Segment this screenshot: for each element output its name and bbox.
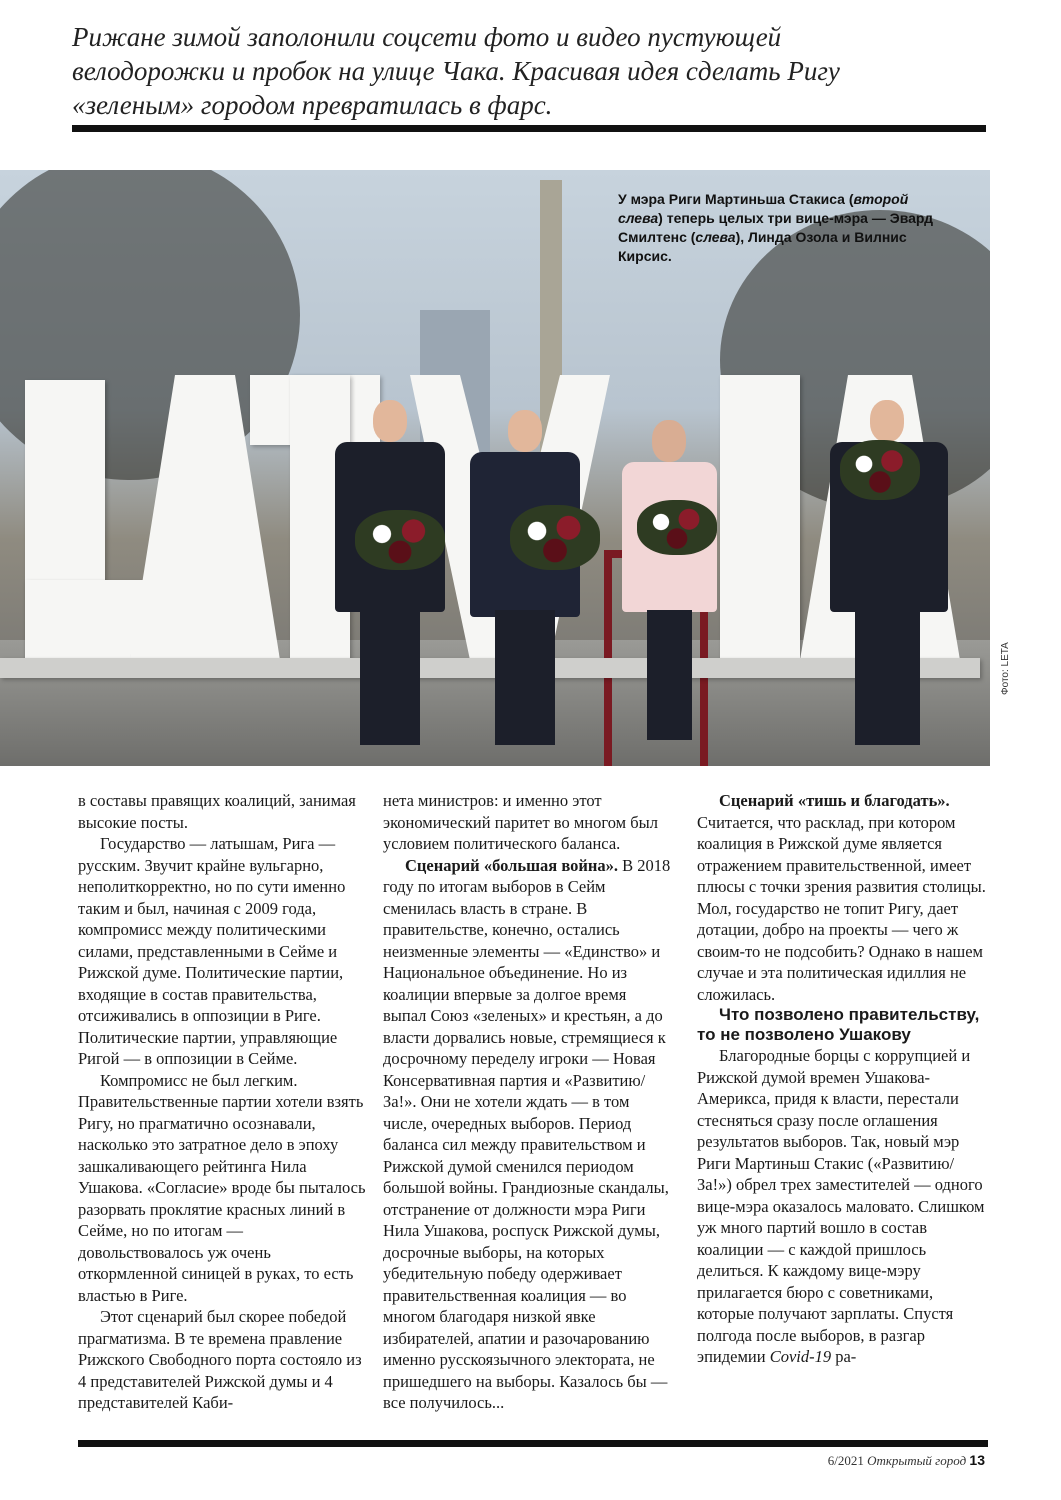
caption-text: У мэра Риги Мартиньша Стакиса ( [618, 191, 854, 207]
paragraph: в составы правящих коалиций, занимая высокие посты. [78, 791, 356, 832]
lead-text [72, 20, 972, 122]
paragraph-text: ра- [831, 1347, 857, 1366]
sign-letter-j [720, 375, 800, 660]
sign-letter-l-foot [25, 580, 145, 660]
caption-italic: слева [695, 229, 736, 245]
paragraph [697, 1045, 987, 1368]
paragraph: нета министров: и именно этот экономический паритет во многом был условием политического баланса. [383, 791, 658, 853]
issue-number: 6/2021 [827, 1453, 864, 1468]
paragraph: Компромисс не был легким. Правительственные партии хотели взять Ригу, но прагматично осознавали, насколько это затратное дело в эпоху зашкаливающего рейтинга Нила Ушакова. «Согласие» вроде бы пыталось разорвать проклятие красных линий в Сейме, но по итогам — довольствовалось уж очень откормленной синицей в руках, то есть властью в Риге. [78, 1070, 366, 1305]
column-1 [78, 790, 368, 1414]
page-number: 13 [969, 1452, 985, 1468]
magazine-name: Открытый город [867, 1453, 967, 1468]
section-subheading: Что позволено правительству, то не позволено Ушакову [697, 1005, 980, 1044]
italic-term: Covid-19 [769, 1347, 832, 1366]
paragraph [383, 855, 673, 1414]
photo-caption [618, 190, 948, 266]
lead-line-3: «зеленым» городом превратилась в фарс. [72, 90, 553, 120]
column-2 [383, 790, 673, 1414]
paragraph: Государство — латышам, Рига — русским. Звучит крайне вульгарно, неполиткорректно, но по сути именно таким и был, начиная с 2009 года, компромисс между политическими силами, представленными в Сейме и Рижской думе. Политические партии, входящие в состав правительства, отсиживались в оппозиции в Риге. Политические партии, управляющие Ригой — в оппозиции в Сейме. [78, 834, 346, 1068]
paragraph: Этот сценарий был скорее победой прагматизма. В те времена правление Рижского Свободного порта состояло из 4 представителей Рижской думы и 4 представителей Каби- [78, 1307, 362, 1412]
caption-italic: второй слева [618, 191, 909, 226]
top-rule [72, 125, 986, 132]
page-footer [828, 1452, 985, 1469]
caption-text: ), Линда Озола и Вилнис Кирсис. [618, 229, 907, 264]
photo-credit: Фото: LETA [1000, 642, 1011, 695]
lead-line-1: Рижане зимой заполонили соцсети фото и видео пустующей [72, 22, 782, 52]
paragraph-text: Считается, что расклад, при котором коалиция в Рижской думе является отражением правительственной, имеет плюсы с точки зрения развития столицы. Мол, государство не топит Ригу, дает дотации, добро на проекты — чего ж своим-то не подсобить? Однако в нашем случае и эта политическая идиллия не сложилась. [697, 812, 986, 1004]
article-photo [0, 170, 990, 766]
column-3 [697, 790, 987, 1368]
caption-text: ) теперь целых три вице-мэра — Эвард Смилтенс ( [618, 210, 934, 245]
paragraph-text: В 2018 году по итогам выборов в Сейм сменилась власть в стране. В правительстве, конечно, остались неизменные элементы — «Единство» и Национальное объединение. Но из коалиции впервые за долгое время выпал Союз «зеленых» и крестьян, а до власти дорвались новые, стремящиеся к досрочному переделу игроки — Новая Консервативная партия и «Развитию/За!». Они не хотели ждать — в том числе, очередных выборов. Период баланса сил между правительством и Рижской думой сменился периодом большой войны. Грандиозные скандалы, отстранение от должности мэра Риги Нила Ушакова, роспуск Рижской думы, досрочные выборы, на которых убедительную победу одерживает правительственная коалиция — во многом благодаря низкой явке избирателей, апатии и разочарованию именно русскоязычного электората, не пришедшего на выборы. Казалось бы — все получилось... [383, 855, 671, 1412]
sign-platform [0, 658, 980, 678]
lead-line-2: велодорожки и пробок на улице Чака. Красивая идея сделать Ригу [72, 56, 840, 86]
scenario-heading: Сценарий «тишь и благодать». [719, 791, 950, 810]
paragraph-text: Благородные борцы с коррупцией и Рижской думой времен Ушакова-Америкса, придя к власти, перестали стесняться сразу после оглашения результатов выборов. Так, новый мэр Риги Мартиньш Стакис («Развитию/За!») обрел трех заместителей — одного вице-мэра оказалось маловато. Слишком уж много партий вошло в состав коалиции — с каждой пришлось делиться. К каждому вице-мэру прилагается бюро с советниками, которые получают зарплаты. Спустя полгода после выборов, в разгар эпидемии [697, 1046, 985, 1366]
scenario-heading: Сценарий «большая война». [405, 855, 619, 875]
bottom-rule [78, 1440, 988, 1447]
paragraph [697, 790, 987, 1005]
